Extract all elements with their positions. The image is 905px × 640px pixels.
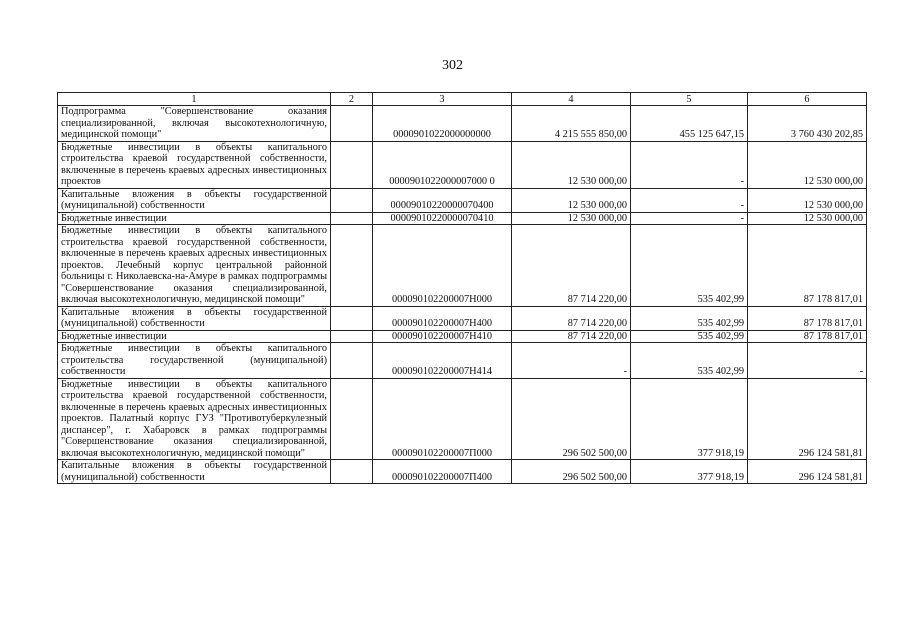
row-value-6-cell: - — [748, 343, 867, 379]
row-col2-cell — [331, 460, 373, 484]
row-value-6-cell: 87 178 817,01 — [748, 330, 867, 343]
row-value-5-cell: 377 918,19 — [631, 460, 748, 484]
row-value-5-cell: 455 125 647,15 — [631, 106, 748, 142]
row-value-5-cell: - — [631, 141, 748, 188]
row-code-cell: 0000901022000007000 0 — [373, 141, 512, 188]
table-row — [58, 212, 867, 225]
row-code-cell: 000090102200007П000 — [373, 378, 512, 460]
table-row — [58, 343, 867, 379]
row-value-5-cell: 535 402,99 — [631, 306, 748, 330]
row-code-cell: 00009010220000070400 — [373, 188, 512, 212]
row-code-cell: 0000901022000000000 — [373, 106, 512, 142]
row-name-cell: Капитальные вложения в объекты государственной (муниципальной) собственности — [58, 306, 331, 330]
row-name-cell: Бюджетные инвестиции в объекты капитального строительства краевой государственной собственности, включенные в перечень краевых адресных инвестиционных проектов. Лечебный корпус центральной районной больницы г. Николаевска-на-Амуре в рамках подпрограммы "Совершенствование оказания специализированной, включая высокотехнологичную, медицинской помощи" — [58, 225, 331, 307]
row-name-cell: Бюджетные инвестиции — [58, 330, 331, 343]
row-value-6-cell: 3 760 430 202,85 — [748, 106, 867, 142]
row-col2-cell — [331, 212, 373, 225]
table-header-row — [58, 93, 867, 106]
table-row — [58, 188, 867, 212]
row-value-6-cell: 296 124 581,81 — [748, 378, 867, 460]
row-value-5-cell: 377 918,19 — [631, 378, 748, 460]
row-name-cell: Бюджетные инвестиции в объекты капитального строительства государственной (муниципальной) собственности — [58, 343, 331, 379]
row-value-6-cell: 12 530 000,00 — [748, 141, 867, 188]
row-value-4-cell: 296 502 500,00 — [512, 378, 631, 460]
row-code-cell: 000090102200007Н400 — [373, 306, 512, 330]
row-value-5-cell: 535 402,99 — [631, 225, 748, 307]
row-name-cell: Подпрограмма "Совершенствование оказания специализированной, включая высокотехнологичную, медицинской помощи" — [58, 106, 331, 142]
row-col2-cell — [331, 188, 373, 212]
table-row — [58, 306, 867, 330]
row-value-4-cell: 4 215 555 850,00 — [512, 106, 631, 142]
column-header: 1 — [58, 93, 331, 106]
column-header: 5 — [631, 93, 748, 106]
row-value-5-cell: 535 402,99 — [631, 343, 748, 379]
row-value-4-cell: 87 714 220,00 — [512, 306, 631, 330]
row-value-4-cell: 87 714 220,00 — [512, 225, 631, 307]
column-header: 4 — [512, 93, 631, 106]
row-code-cell: 000090102200007Н414 — [373, 343, 512, 379]
row-value-6-cell: 87 178 817,01 — [748, 306, 867, 330]
column-header: 3 — [373, 93, 512, 106]
row-col2-cell — [331, 106, 373, 142]
row-name-cell: Бюджетные инвестиции в объекты капитального строительства краевой государственной собственности, включенные в перечень краевых адресных инвестиционных проектов — [58, 141, 331, 188]
table-row — [58, 141, 867, 188]
column-header: 2 — [331, 93, 373, 106]
row-value-4-cell: 12 530 000,00 — [512, 141, 631, 188]
page-number: 302 — [442, 58, 463, 73]
row-col2-cell — [331, 225, 373, 307]
row-name-cell: Бюджетные инвестиции в объекты капитального строительства краевой государственной собственности, включенные в перечень краевых адресных инвестиционных проектов. Палатный корпус ГУЗ "Противотуберкулезный диспансер", г. Хабаровск в рамках подпрограммы "Совершенствование оказания специализированной, включая высокотехнологичную, медицинской помощи" — [58, 378, 331, 460]
row-value-5-cell: 535 402,99 — [631, 330, 748, 343]
row-name-cell: Капитальные вложения в объекты государственной (муниципальной) собственности — [58, 460, 331, 484]
row-value-4-cell: 87 714 220,00 — [512, 330, 631, 343]
row-name-cell: Бюджетные инвестиции — [58, 212, 331, 225]
row-code-cell: 000090102200007Н000 — [373, 225, 512, 307]
row-value-4-cell: 12 530 000,00 — [512, 212, 631, 225]
table-row — [58, 106, 867, 142]
row-value-6-cell: 12 530 000,00 — [748, 188, 867, 212]
row-value-5-cell: - — [631, 188, 748, 212]
row-value-6-cell: 296 124 581,81 — [748, 460, 867, 484]
row-code-cell: 000090102200007П400 — [373, 460, 512, 484]
row-code-cell: 000090102200007Н410 — [373, 330, 512, 343]
column-header: 6 — [748, 93, 867, 106]
row-code-cell: 00009010220000070410 — [373, 212, 512, 225]
row-value-6-cell: 87 178 817,01 — [748, 225, 867, 307]
row-value-4-cell: 296 502 500,00 — [512, 460, 631, 484]
row-value-5-cell: - — [631, 212, 748, 225]
row-col2-cell — [331, 378, 373, 460]
table-row — [58, 460, 867, 484]
row-value-4-cell: 12 530 000,00 — [512, 188, 631, 212]
row-col2-cell — [331, 306, 373, 330]
budget-table — [57, 92, 867, 484]
table-row — [58, 330, 867, 343]
table-row — [58, 378, 867, 460]
row-col2-cell — [331, 141, 373, 188]
row-col2-cell — [331, 330, 373, 343]
row-value-4-cell: - — [512, 343, 631, 379]
row-name-cell: Капитальные вложения в объекты государственной (муниципальной) собственности — [58, 188, 331, 212]
table-row — [58, 225, 867, 307]
row-value-6-cell: 12 530 000,00 — [748, 212, 867, 225]
row-col2-cell — [331, 343, 373, 379]
